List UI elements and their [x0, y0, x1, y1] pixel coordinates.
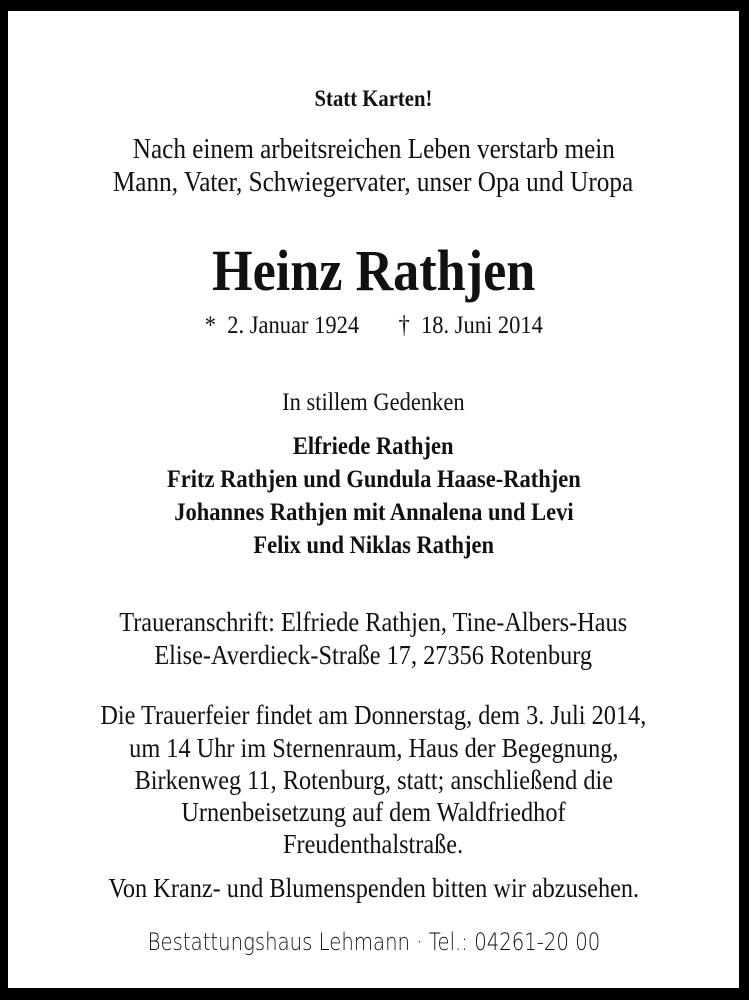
header [8, 87, 739, 110]
address-line [8, 609, 739, 636]
birth-date: 2. Januar 1924 [226, 312, 359, 339]
dates-line [8, 313, 739, 338]
mourner-text: Felix und Niklas Rathjen [253, 532, 494, 559]
funeral-home-footer [8, 930, 739, 954]
mourner-text: Elfriede Rathjen [293, 433, 454, 460]
address-text: Elise-Averdieck-Straße 17, 27356 Rotenburg [154, 640, 593, 670]
ceremony-line [8, 799, 739, 826]
memorial-line [8, 390, 739, 415]
mourner [8, 500, 739, 525]
ceremony-line [8, 831, 739, 858]
deceased-name [8, 238, 739, 303]
ceremony-text: Birkenweg 11, Rotenburg, statt; anschließend die [134, 765, 613, 795]
cross-icon: † [398, 312, 410, 339]
header-text: Statt Karten! [314, 86, 433, 111]
mourner-text: Fritz Rathjen und Gundula Haase-Rathjen [166, 466, 581, 493]
mourner [8, 533, 739, 558]
obituary-notice [8, 11, 739, 988]
ceremony-line [8, 767, 739, 794]
address-text: Traueranschrift: Elfriede Rathjen, Tine-Albers-Haus [119, 607, 628, 637]
ceremony-text: Freudenthalstraße. [283, 829, 464, 859]
ceremony-text: um 14 Uhr im Sternenraum, Haus der Begegnung, [128, 733, 619, 763]
intro-line [8, 136, 739, 164]
intro-line [8, 169, 739, 197]
mourner [8, 434, 739, 459]
memorial-text: In stillem Gedenken [282, 389, 465, 416]
footer-text: Bestattungshaus Lehmann · Tel.: 04261-20 00 [147, 928, 600, 956]
ceremony-text: Urnenbeisetzung auf dem Waldfriedhof [181, 797, 566, 827]
ceremony-text: Die Trauerfeier findet am Donnerstag, dem 3. Juli 2014, [100, 700, 647, 730]
intro-text: Mann, Vater, Schwiegervater, unser Opa und Uropa [113, 167, 634, 198]
ceremony-line [8, 735, 739, 762]
mourner-text: Johannes Rathjen mit Annalena und Levi [173, 499, 574, 526]
address-line [8, 642, 739, 669]
request-text: Von Kranz- und Blumenspenden bitten wir abzusehen. [108, 873, 639, 903]
death-date: 18. Juni 2014 [420, 312, 543, 339]
mourner [8, 467, 739, 492]
birth-symbol: * [204, 312, 216, 339]
intro-text: Nach einem arbeitsreichen Leben verstarb mein [132, 134, 615, 165]
ceremony-line [8, 702, 739, 729]
name-text: Heinz Rathjen [211, 238, 536, 303]
request-line [8, 875, 739, 902]
